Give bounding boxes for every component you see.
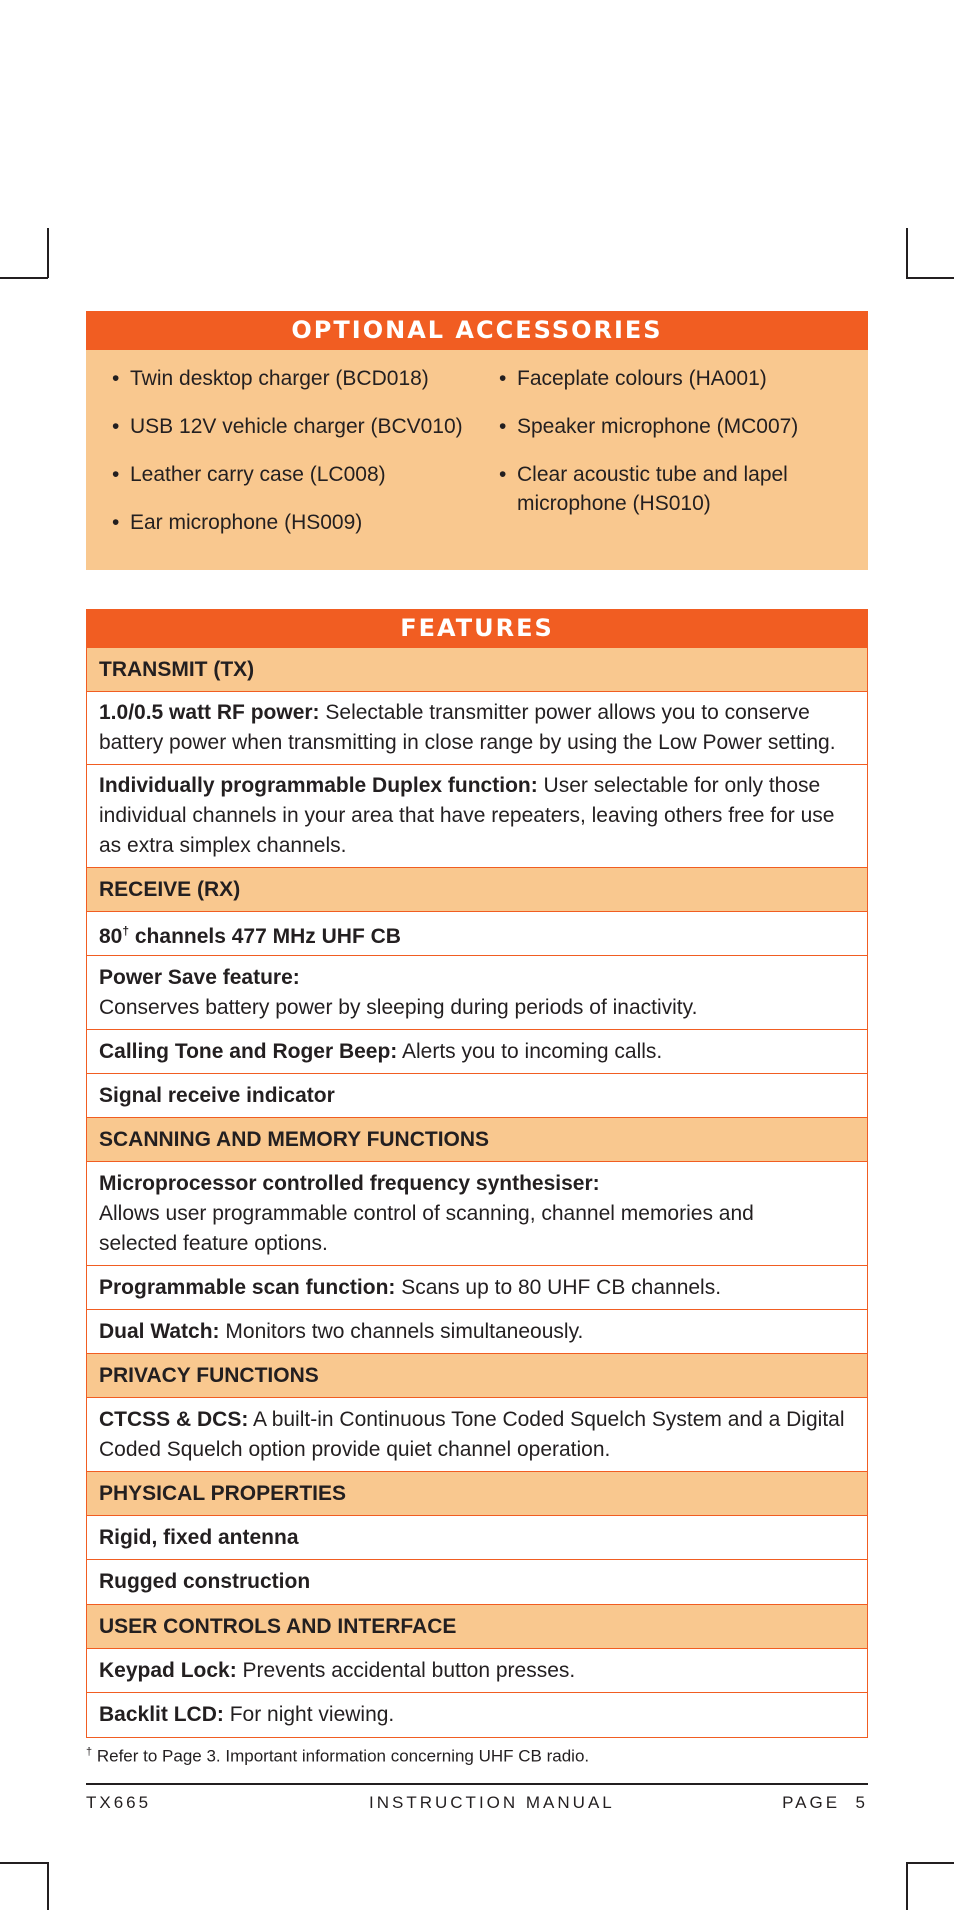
feature-channels [86, 912, 868, 956]
feature-name: Rugged construction [99, 1570, 311, 1593]
list-item [112, 412, 477, 441]
crop-mark-top-left-h [0, 277, 48, 279]
feature-description: Selectable transmitter power allows you to conserve battery power when transmitting in close range by using the Low Power setting. [99, 701, 836, 754]
accessories-left-column [86, 364, 477, 556]
feature-backlit-lcd [86, 1693, 868, 1738]
crop-mark-top-right-h [906, 277, 954, 279]
footer-page-number: PAGE 5 [782, 1793, 868, 1812]
feature-programmable-scan [86, 1266, 868, 1310]
category-scanning [86, 1118, 868, 1162]
category-heading: TRANSMIT (TX) [99, 657, 255, 681]
bullet: • [499, 367, 507, 390]
accessories-right-column [477, 364, 868, 556]
accessory-label: Leather carry case (LC008) [130, 463, 386, 486]
footer-model: TX665 [86, 1793, 152, 1812]
list-item [499, 412, 868, 441]
category-physical [86, 1472, 868, 1516]
accessory-label: Faceplate colours (HA001) [517, 367, 767, 390]
feature-antenna [86, 1516, 868, 1560]
dagger-mark: † [86, 1746, 93, 1758]
feature-name: Backlit LCD: [99, 1703, 224, 1726]
category-controls [86, 1605, 868, 1649]
accessory-label: Ear microphone (HS009) [130, 511, 363, 534]
category-heading: PRIVACY FUNCTIONS [99, 1363, 319, 1387]
feature-description: Scans up to 80 UHF CB channels. [395, 1275, 722, 1299]
footnote-text: Refer to Page 3. Important information concerning UHF CB radio. [92, 1746, 590, 1766]
feature-rf-power [86, 692, 868, 765]
feature-name: Calling Tone and Roger Beep: [99, 1039, 398, 1063]
feature-dual-watch [86, 1310, 868, 1354]
accessory-label: Twin desktop charger (BCD018) [130, 367, 429, 390]
bullet: • [112, 463, 120, 486]
accessory-label: Speaker microphone (MC007) [517, 415, 799, 438]
bullet: • [112, 367, 120, 390]
feature-description: Allows user programmable control of scanning, channel memories and selected feature options. [99, 1201, 754, 1255]
crop-mark-bottom-left-v [47, 1862, 49, 1910]
bullet: • [499, 463, 507, 486]
feature-name: Keypad Lock: [99, 1658, 237, 1682]
features-title: FEATURES [86, 609, 868, 647]
category-transmit [86, 647, 868, 692]
list-item [112, 460, 477, 489]
feature-description: For night viewing. [223, 1703, 395, 1726]
feature-name: 80 [99, 924, 123, 948]
feature-duplex [86, 765, 868, 868]
feature-name: Signal receive indicator [99, 1083, 335, 1107]
feature-name: Rigid, fixed antenna [99, 1525, 299, 1549]
feature-ctcss-dcs [86, 1398, 868, 1472]
crop-mark-bottom-left-h [0, 1862, 48, 1864]
category-heading: USER CONTROLS AND INTERFACE [99, 1614, 457, 1638]
category-privacy [86, 1354, 868, 1398]
feature-name: Dual Watch: [99, 1319, 220, 1343]
feature-power-save [86, 956, 868, 1030]
bullet: • [112, 415, 120, 438]
footnote [86, 1746, 589, 1767]
footer-rule [86, 1783, 868, 1785]
feature-microprocessor [86, 1162, 868, 1266]
feature-signal-indicator [86, 1074, 868, 1118]
category-heading: SCANNING AND MEMORY FUNCTIONS [99, 1127, 490, 1151]
list-item [112, 508, 477, 537]
feature-name: channels 477 MHz UHF CB [129, 924, 401, 948]
feature-keypad-lock [86, 1649, 868, 1693]
feature-rugged [86, 1560, 868, 1605]
feature-name: CTCSS & DCS: [99, 1407, 249, 1431]
crop-mark-top-left-v [47, 228, 49, 278]
feature-name: 1.0/0.5 watt RF power: [99, 701, 320, 724]
list-item [499, 364, 868, 393]
feature-name: Microprocessor controlled frequency synthesiser: [99, 1171, 600, 1195]
feature-description: Prevents accidental button presses. [236, 1658, 576, 1682]
feature-name: Programmable scan function: [99, 1275, 396, 1299]
feature-name: Power Save feature: [99, 965, 300, 989]
list-item [499, 460, 799, 518]
category-receive [86, 868, 868, 912]
category-heading: RECEIVE (RX) [99, 877, 241, 901]
feature-description: Monitors two channels simultaneously. [219, 1319, 584, 1343]
footer-manual-title: INSTRUCTION MANUAL [369, 1793, 615, 1812]
feature-description: User selectable for only those individual channels in your area that have repeaters, leaving others free for use as extra simplex channels. [99, 774, 835, 857]
category-heading: PHYSICAL PROPERTIES [99, 1481, 346, 1505]
crop-mark-bottom-right-v [906, 1862, 908, 1910]
feature-name: Individually programmable Duplex function: [99, 774, 538, 797]
feature-description: Alerts you to incoming calls. [397, 1039, 663, 1063]
page-footer [86, 1793, 868, 1817]
feature-description: Conserves battery power by sleeping during periods of inactivity. [99, 995, 698, 1019]
bullet: • [499, 415, 507, 438]
feature-description: A built-in Continuous Tone Coded Squelch System and a Digital Coded Squelch option provide quiet channel operation. [99, 1407, 845, 1461]
accessories-title: OPTIONAL ACCESSORIES [86, 311, 868, 350]
accessories-panel [86, 311, 868, 570]
accessory-label: USB 12V vehicle charger (BCV010) [130, 415, 463, 438]
features-table [86, 609, 868, 1738]
crop-mark-bottom-right-h [906, 1862, 954, 1864]
list-item [112, 364, 477, 393]
crop-mark-top-right-v [906, 228, 908, 278]
accessory-label: Clear acoustic tube and lapel microphone (HS010) [517, 463, 788, 515]
dagger-mark: † [122, 923, 130, 938]
feature-calling-tone [86, 1030, 868, 1074]
bullet: • [112, 511, 120, 534]
